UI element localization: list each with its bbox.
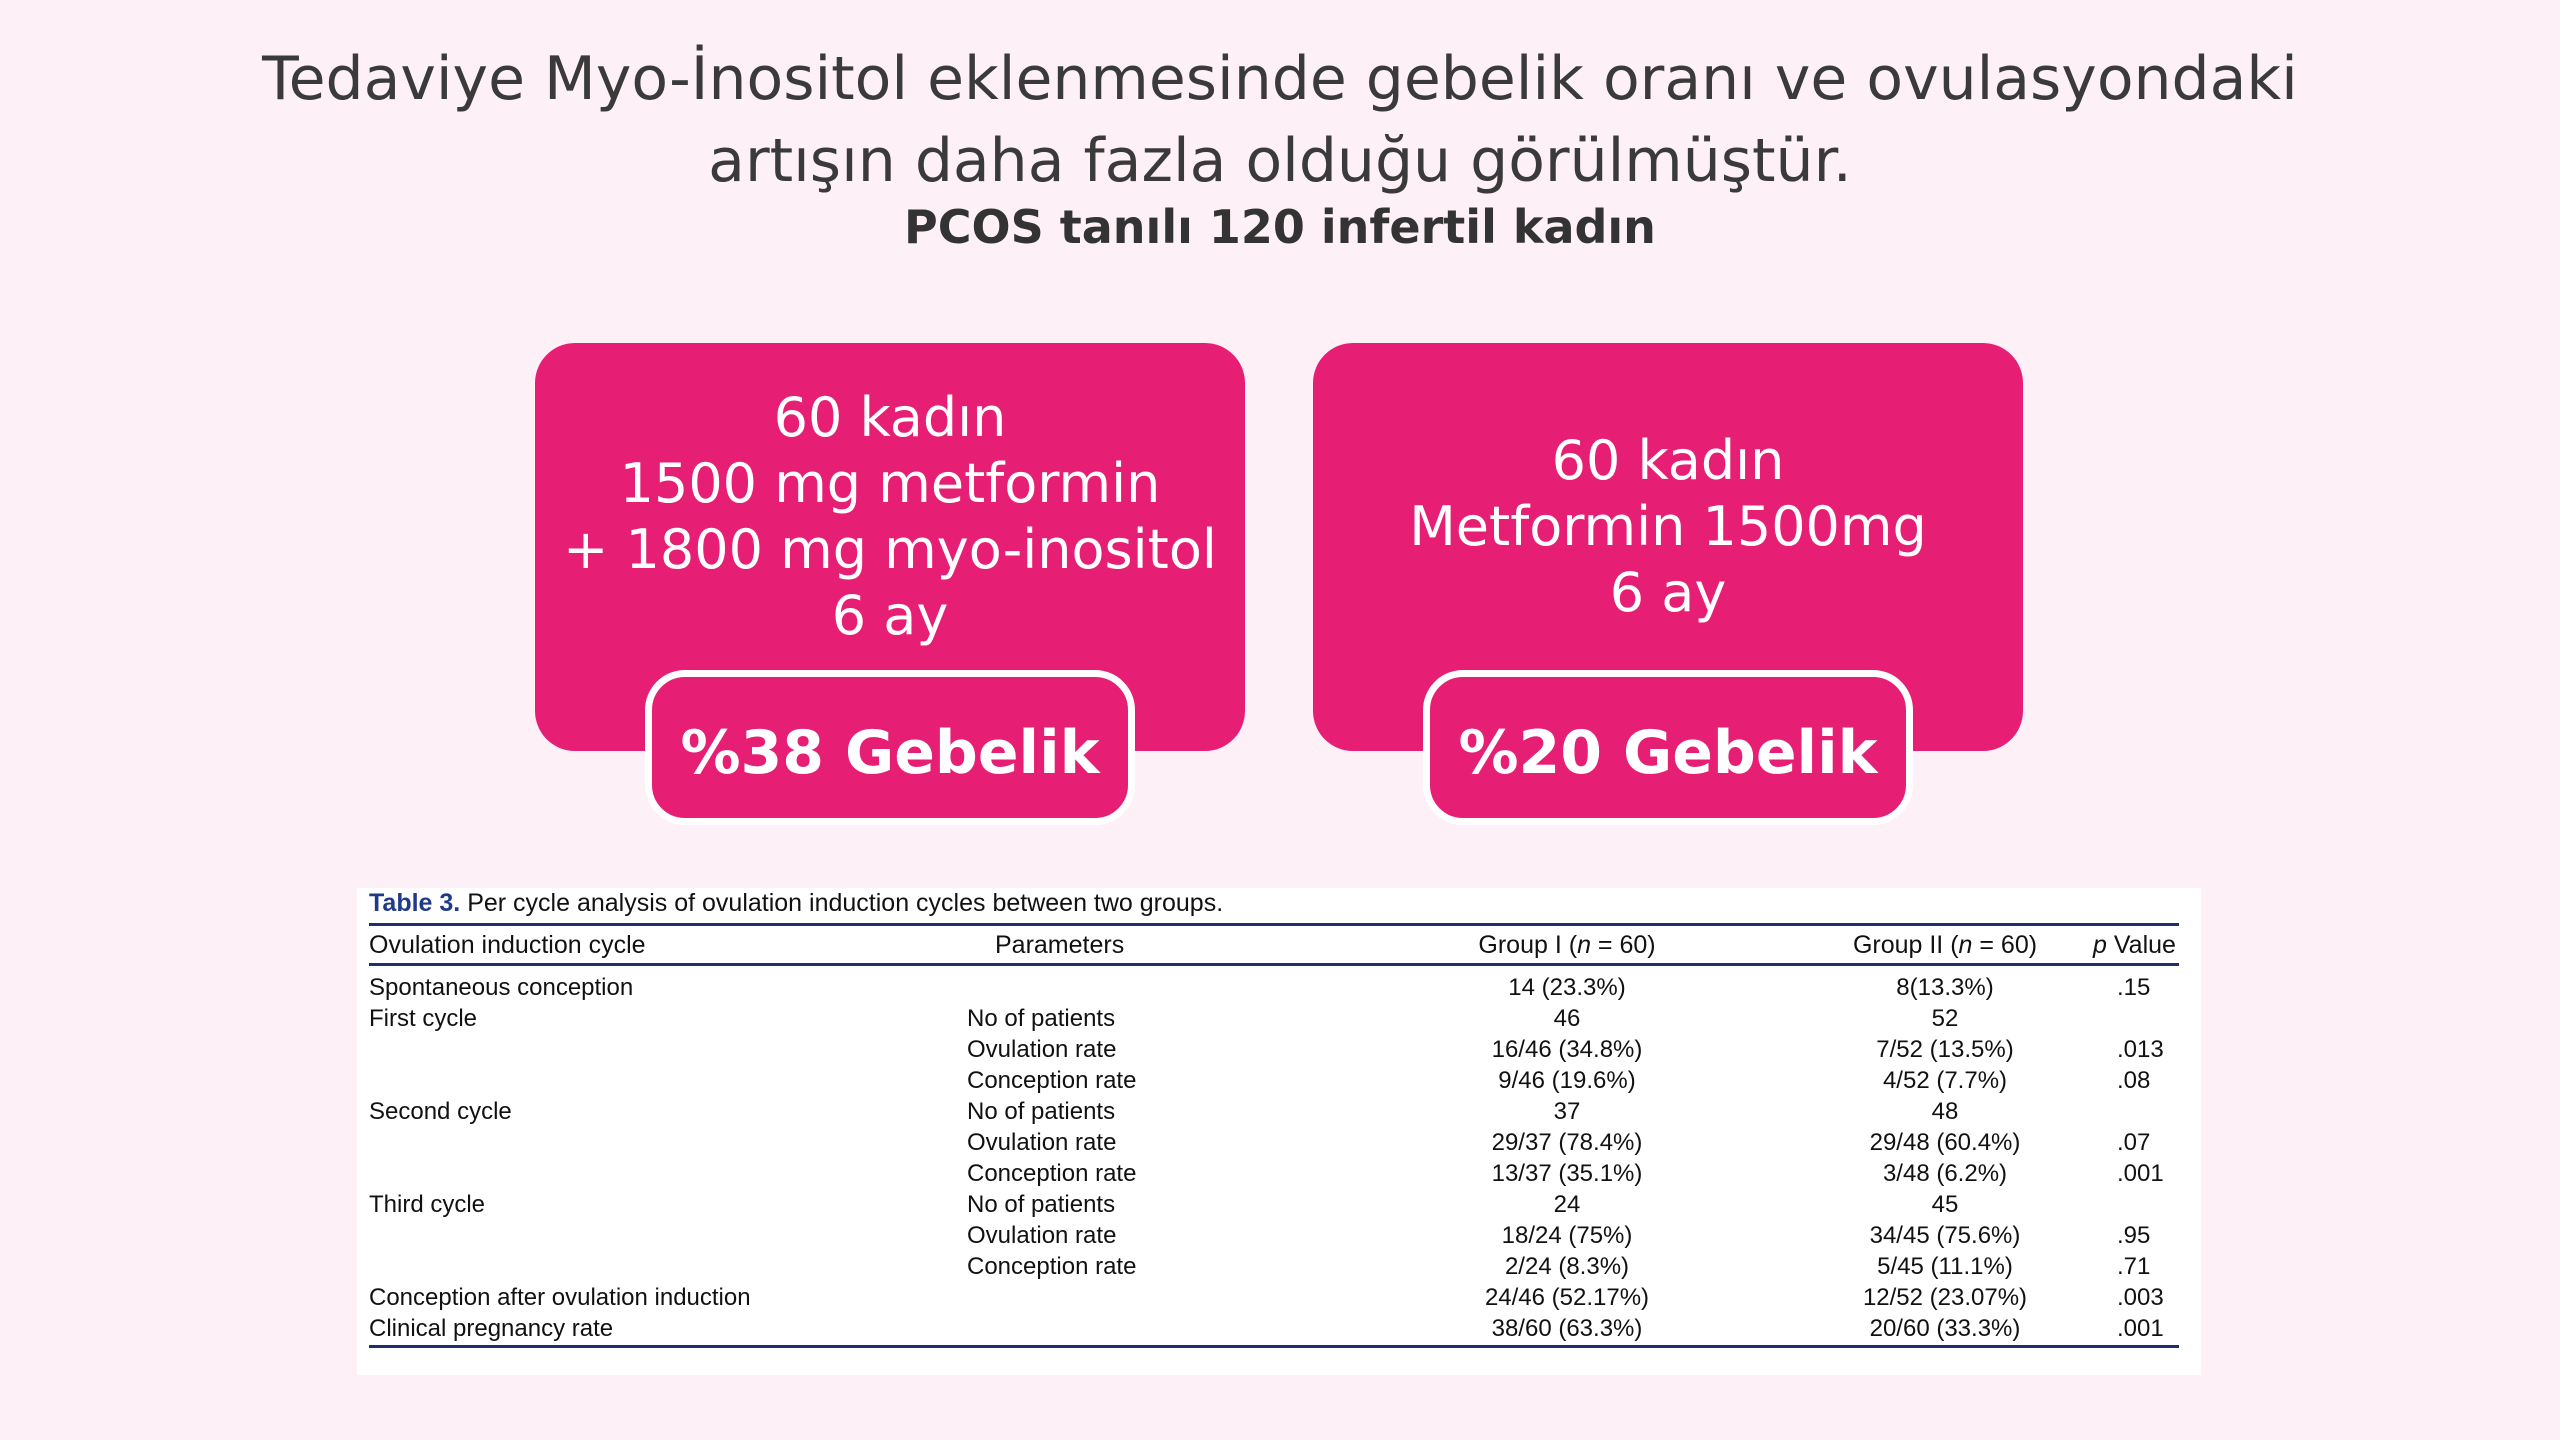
table-cell-g2: 52 — [1931, 1005, 1959, 1032]
header-group-2: Group II (n = 60) — [1852, 931, 2038, 959]
table-cell-g1: 2/24 (8.3%) — [1504, 1253, 1630, 1280]
table-cell-g2: 3/48 (6.2%) — [1882, 1160, 2008, 1187]
group-1-card-text — [563, 385, 1217, 649]
table-cell-g1: 24 — [1553, 1191, 1581, 1218]
table-cell-param: No of patients — [967, 1098, 1116, 1125]
table-row — [357, 1034, 2201, 1065]
header-group-1: Group I (n = 60) — [1478, 931, 1656, 959]
table-cell-g2: 4/52 (7.7%) — [1882, 1067, 2008, 1094]
group-1-line: 1500 mg metformin — [619, 452, 1161, 515]
subheadline: PCOS tanılı 120 infertil kadın — [904, 200, 1656, 254]
headline — [0, 38, 2560, 202]
table-cell-g1: 24/46 (52.17%) — [1484, 1284, 1650, 1311]
table-top-rule — [369, 923, 2179, 926]
table-cell-g1: 9/46 (19.6%) — [1498, 1067, 1636, 1094]
group-2-line: 6 ay — [1609, 561, 1727, 624]
headline-line-1: Tedaviye Myo-İnositol eklenmesinde gebelik oranı ve ovulasyondaki — [262, 44, 2298, 114]
table-row — [357, 972, 2201, 1003]
table-cell-g2: 48 — [1931, 1098, 1959, 1125]
table-cell-cycle: Second cycle — [369, 1098, 512, 1125]
table-cell-cycle: Third cycle — [369, 1191, 486, 1218]
table-row — [357, 1251, 2201, 1282]
results-table — [357, 888, 2201, 1375]
table-cell-p: .15 — [2117, 974, 2151, 1001]
table-caption-text: Per cycle analysis of ovulation induction cycles between two groups. — [467, 889, 1224, 917]
table-row — [357, 1003, 2201, 1034]
table-cell-g1: 38/60 (63.3%) — [1491, 1315, 1643, 1342]
table-cell-p: .71 — [2117, 1253, 2151, 1280]
table-cell-param: Ovulation rate — [967, 1129, 1117, 1156]
table-cell-g1: 14 (23.3%) — [1508, 974, 1626, 1001]
table-cell-g1: 18/24 (75%) — [1501, 1222, 1633, 1249]
table-cell-cycle: Conception after ovulation induction — [369, 1284, 751, 1311]
table-header-rule — [369, 963, 2179, 966]
table-cell-cycle: First cycle — [369, 1005, 477, 1032]
group-2-pregnancy-badge: %20 Gebelik — [1423, 670, 1913, 825]
table-cell-param: Ovulation rate — [967, 1036, 1117, 1063]
table-cell-g2: 29/48 (60.4%) — [1869, 1129, 2021, 1156]
table-cell-p: .003 — [2117, 1284, 2164, 1311]
table-cell-p: .08 — [2117, 1067, 2151, 1094]
table-row — [357, 1096, 2201, 1127]
table-cell-g1: 16/46 (34.8%) — [1491, 1036, 1643, 1063]
table-cell-g1: 29/37 (78.4%) — [1491, 1129, 1643, 1156]
group-1-pregnancy-badge: %38 Gebelik — [645, 670, 1135, 825]
table-row — [357, 1313, 2201, 1344]
table-cell-cycle: Spontaneous conception — [369, 974, 634, 1001]
group-2-line: Metformin 1500mg — [1409, 495, 1927, 558]
header-parameters: Parameters — [995, 931, 1125, 959]
table-cell-g2: 12/52 (23.07%) — [1862, 1284, 2028, 1311]
table-cell-g1: 37 — [1553, 1098, 1581, 1125]
table-cell-param: Ovulation rate — [967, 1222, 1117, 1249]
table-cell-param: No of patients — [967, 1191, 1116, 1218]
table-cell-g1: 46 — [1553, 1005, 1581, 1032]
table-row — [357, 1158, 2201, 1189]
table-cell-g2: 45 — [1931, 1191, 1959, 1218]
table-body — [357, 972, 2201, 1344]
table-caption-label: Table 3. — [369, 889, 461, 917]
table-cell-g1: 13/37 (35.1%) — [1491, 1160, 1643, 1187]
table-cell-cycle: Clinical pregnancy rate — [369, 1315, 614, 1342]
table-cell-g2: 34/45 (75.6%) — [1869, 1222, 2021, 1249]
group-2-line: 60 kadın — [1551, 429, 1785, 492]
group-2-card-text — [1409, 428, 1927, 626]
header-cycle: Ovulation induction cycle — [369, 931, 646, 959]
table-row — [357, 1220, 2201, 1251]
group-1-line: + 1800 mg myo-inositol — [563, 518, 1217, 581]
table-cell-g2: 7/52 (13.5%) — [1876, 1036, 2014, 1063]
table-row — [357, 1127, 2201, 1158]
table-cell-p: .95 — [2117, 1222, 2151, 1249]
table-cell-p: .001 — [2117, 1315, 2164, 1342]
table-cell-g2: 5/45 (11.1%) — [1877, 1253, 2013, 1280]
table-cell-param: Conception rate — [967, 1067, 1137, 1094]
table-cell-p: .001 — [2117, 1160, 2164, 1187]
table-cell-param: Conception rate — [967, 1253, 1137, 1280]
table-row — [357, 1065, 2201, 1096]
table-bottom-rule — [369, 1345, 2179, 1348]
table-cell-p: .07 — [2117, 1129, 2151, 1156]
table-cell-p: .013 — [2117, 1036, 2164, 1063]
group-1-line: 6 ay — [831, 584, 949, 647]
headline-line-2: artışın daha fazla olduğu görülmüştür. — [708, 126, 1852, 196]
table-row — [357, 1189, 2201, 1220]
group-1-line: 60 kadın — [773, 386, 1007, 449]
table-cell-g2: 8(13.3%) — [1896, 974, 1994, 1001]
table-cell-g2: 20/60 (33.3%) — [1869, 1315, 2021, 1342]
header-p-value: p Value — [2093, 931, 2176, 959]
table-row — [357, 1282, 2201, 1313]
table-caption — [369, 888, 1223, 918]
table-cell-param: No of patients — [967, 1005, 1116, 1032]
table-cell-param: Conception rate — [967, 1160, 1137, 1187]
